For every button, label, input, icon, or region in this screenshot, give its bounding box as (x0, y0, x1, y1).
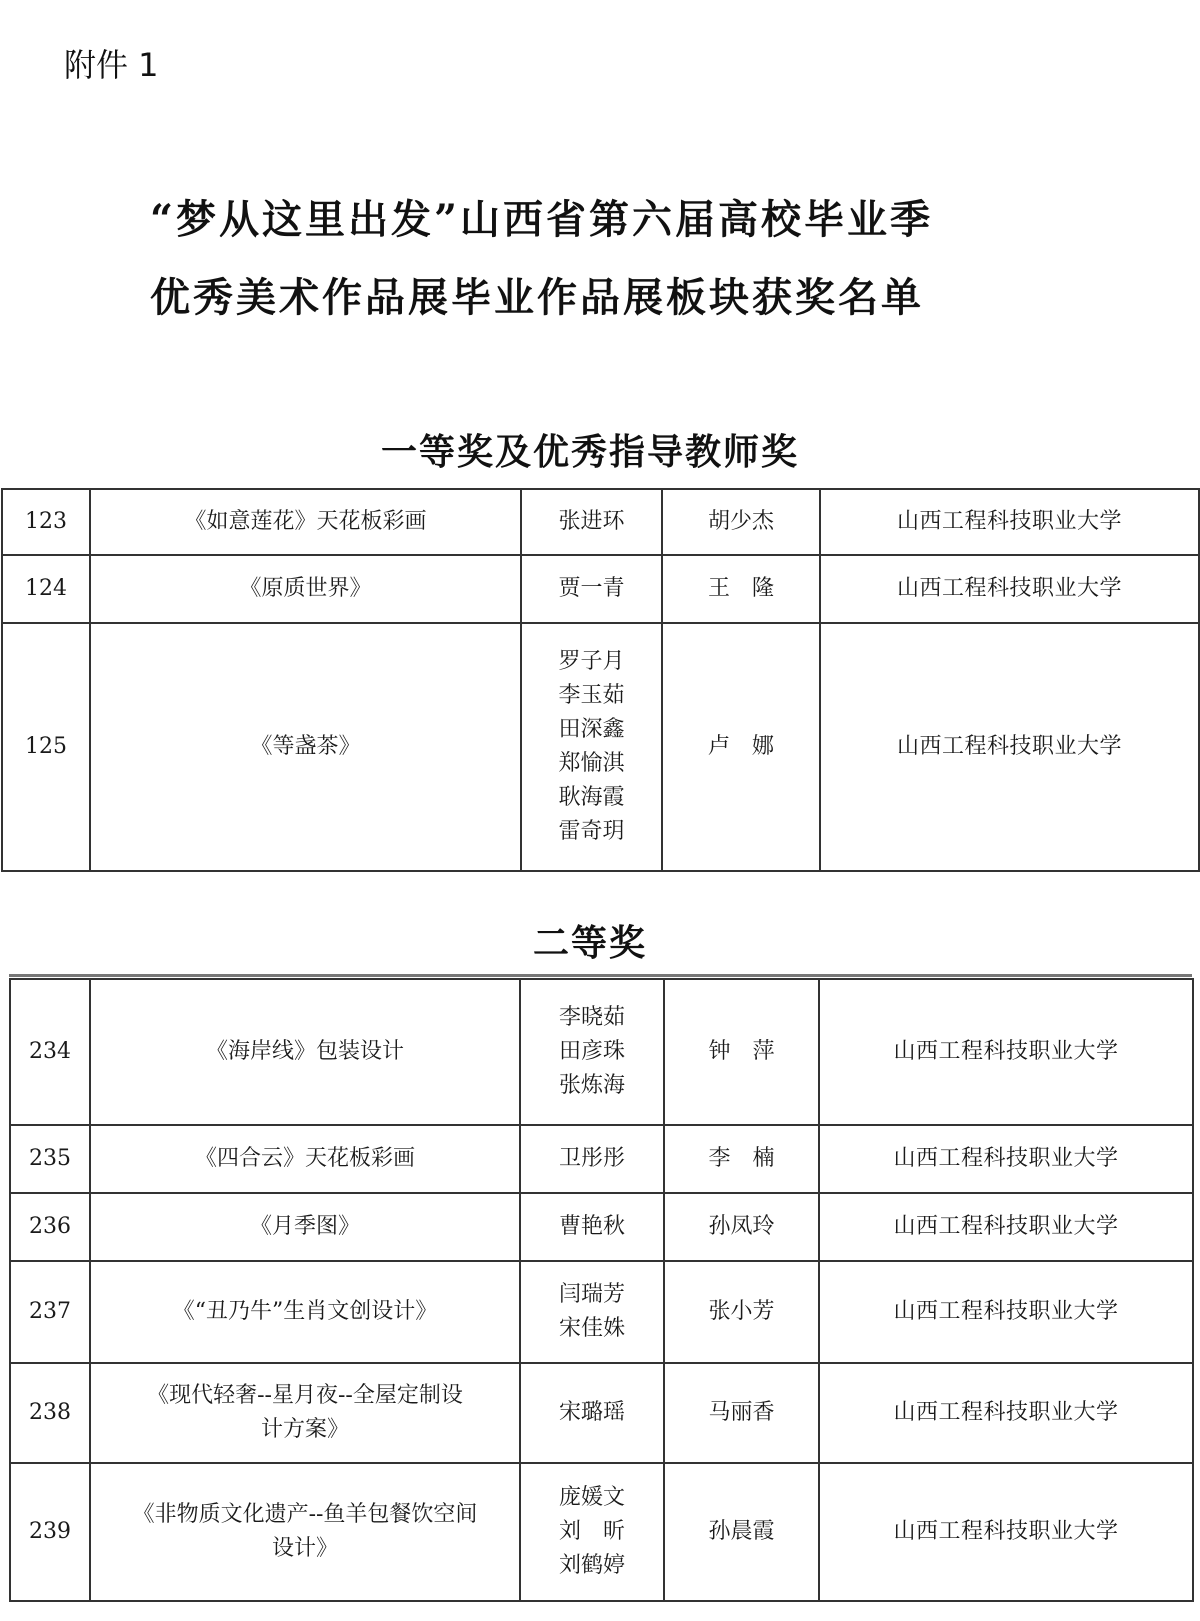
attachment-label: 附件 1 (64, 46, 159, 84)
author-names: 张进环 (521, 489, 662, 555)
advisor-name: 孙凤玲 (664, 1193, 819, 1261)
work-title: 《“丑乃牛”生肖文创设计》 (90, 1261, 520, 1363)
school-name: 山西工程科技职业大学 (819, 1363, 1193, 1463)
work-title: 《月季图》 (90, 1193, 520, 1261)
table-row (10, 979, 1193, 1125)
author-names: 宋璐瑶 (520, 1363, 664, 1463)
work-title: 《非物质文化遗产--鱼羊包餐饮空间 设计》 (90, 1463, 520, 1601)
row-number: 238 (10, 1363, 90, 1463)
document-title-line-2: 优秀美术作品展毕业作品展板块获奖名单 (150, 274, 924, 321)
author-names: 罗子月 李玉茹 田深鑫 郑愉淇 耿海霞 雷奇玥 (521, 623, 662, 871)
table-row (10, 1363, 1193, 1463)
advisor-name: 李 楠 (664, 1125, 819, 1193)
table-row (10, 1193, 1193, 1261)
advisor-name: 王 隆 (662, 555, 820, 623)
school-name: 山西工程科技职业大学 (819, 1463, 1193, 1601)
table-row (10, 1125, 1193, 1193)
advisor-name: 马丽香 (664, 1363, 819, 1463)
advisor-name: 胡少杰 (662, 489, 820, 555)
school-name: 山西工程科技职业大学 (819, 1193, 1193, 1261)
table-row (10, 1261, 1193, 1363)
advisor-name: 张小芳 (664, 1261, 819, 1363)
row-number: 239 (10, 1463, 90, 1601)
row-number: 237 (10, 1261, 90, 1363)
table-row (2, 623, 1199, 871)
row-number: 125 (2, 623, 90, 871)
second-prize-table (9, 978, 1194, 1602)
row-number: 123 (2, 489, 90, 555)
row-number: 236 (10, 1193, 90, 1261)
row-number: 234 (10, 979, 90, 1125)
advisor-name: 孙晨霞 (664, 1463, 819, 1601)
author-names: 卫彤彤 (520, 1125, 664, 1193)
table-top-rule (9, 974, 1192, 977)
table-row (2, 489, 1199, 555)
school-name: 山西工程科技职业大学 (819, 1261, 1193, 1363)
row-number: 124 (2, 555, 90, 623)
school-name: 山西工程科技职业大学 (819, 979, 1193, 1125)
author-names: 李晓茹 田彦珠 张炼海 (520, 979, 664, 1125)
work-title: 《原质世界》 (90, 555, 521, 623)
section-heading-second-prize: 二等奖 (532, 923, 647, 964)
author-names: 闫瑞芳 宋佳姝 (520, 1261, 664, 1363)
table-row (10, 1463, 1193, 1601)
author-names: 庞媛文 刘 昕 刘鹤婷 (520, 1463, 664, 1601)
work-title: 《海岸线》包装设计 (90, 979, 520, 1125)
document-title-line-1: “梦从这里出发”山西省第六届高校毕业季 (150, 196, 934, 243)
author-names: 曹艳秋 (520, 1193, 664, 1261)
table-row (2, 555, 1199, 623)
school-name: 山西工程科技职业大学 (820, 555, 1199, 623)
work-title: 《现代轻奢--星月夜--全屋定制设 计方案》 (90, 1363, 520, 1463)
first-prize-table (1, 488, 1200, 872)
advisor-name: 钟 萍 (664, 979, 819, 1125)
advisor-name: 卢 娜 (662, 623, 820, 871)
author-names: 贾一青 (521, 555, 662, 623)
work-title: 《如意莲花》天花板彩画 (90, 489, 521, 555)
school-name: 山西工程科技职业大学 (819, 1125, 1193, 1193)
work-title: 《四合云》天花板彩画 (90, 1125, 520, 1193)
section-heading-first-prize: 一等奖及优秀指导教师奖 (380, 432, 799, 473)
school-name: 山西工程科技职业大学 (820, 489, 1199, 555)
work-title: 《等盏茶》 (90, 623, 521, 871)
row-number: 235 (10, 1125, 90, 1193)
school-name: 山西工程科技职业大学 (820, 623, 1199, 871)
